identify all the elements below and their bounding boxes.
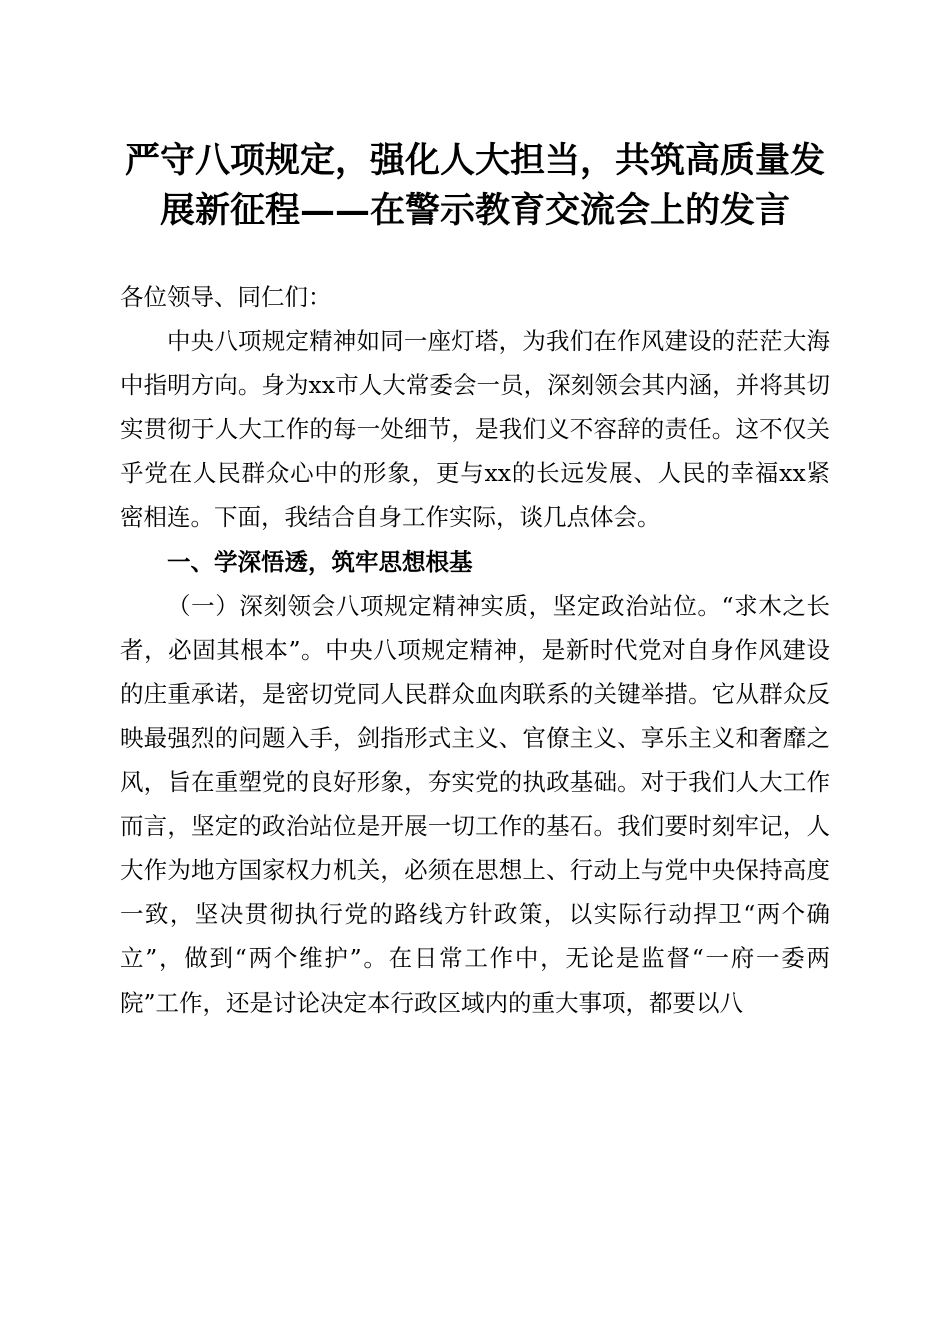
intro-paragraph: 中央八项规定精神如同一座灯塔，为我们在作风建设的茫茫大海中指明方向。身为xx市人大常委会一员，深刻领会其内涵，并将其切实贯彻于人大工作的每一处细节，是我们义不容辞的责任。这不仅关乎党在人民群众心中的形象，更与xx的长远发展、人民的幸福xx紧密相连。下面，我结合自身工作实际，谈几点体会。 bbox=[120, 327, 830, 532]
section-heading-1: 一、学深悟透，筑牢思想根基 bbox=[167, 547, 473, 576]
title-line-1: 严守八项规定，强化人大担当，共筑高质量发 bbox=[124, 140, 825, 181]
document-title bbox=[100, 136, 850, 236]
document-body bbox=[120, 275, 830, 1025]
salutation: 各位领导、同仁们： bbox=[120, 283, 332, 311]
subsection-paragraph-1: （一）深刻领会八项规定精神实质，坚定政治站位。“求木之长者，必固其根本”。中央八项规定精神，是新时代党对自身作风建设的庄重承诺，是密切党同人民群众血肉联系的关键举措。它从群众反映最强烈的问题入手，剑指形式主义、官僚主义、享乐主义和奢靡之风，旨在重塑党的良好形象，夯实党的执政基础。对于我们人大工作而言，坚定的政治站位是开展一切工作的基石。我们要时刻牢记，人大作为地方国家权力机关，必须在思想上、行动上与党中央保持高度一致，坚决贯彻执行党的路线方针政策，以实际行动捍卫“两个确立”，做到“两个维护”。在日常工作中，无论是监督“一府一委两院”工作，还是讨论决定本行政区域内的重大事项，都要以八 bbox=[120, 591, 830, 1017]
title-line-2: 展新征程——在警示教育交流会上的发言 bbox=[159, 190, 790, 231]
